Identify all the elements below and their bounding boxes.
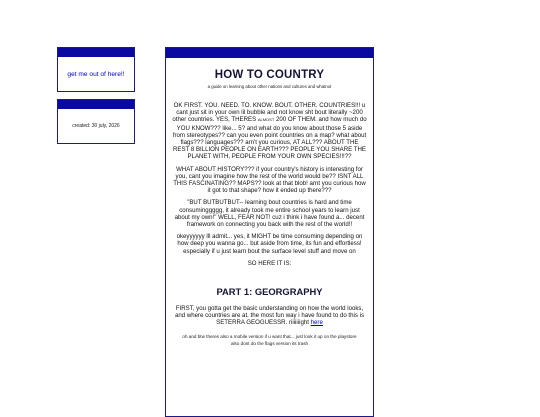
article-header-bar — [166, 48, 373, 58]
sidebar-box-header — [58, 100, 134, 109]
intro-text-b: 200 OF THEM. and how much do YOU KNOW??? like... 5? and what do you know about those 5 aside from stereotypes?? can you even point countries on a map? what about flags??? languages??? arn't you curious, AT ALL??? ABOUT THE REST 8 BILLION PEOPLE ON EARTH??? PEOPLE YOU SHARE THE PLANET WITH, PEOPLE FROM YOUR OWN SPECIES!!!?? — [172, 116, 367, 161]
seterra-link[interactable]: here — [310, 319, 323, 327]
intro-paragraph — [172, 102, 367, 161]
created-date: created: 30 july, 2026 — [72, 123, 120, 129]
admission-paragraph: okeyyyyyy lll admit... yes, it MIGHT be time consuming depending on how deep you wanna go... but aside from time, its fun and effortless! especially if u just learn bout the surface level stuff and move on — [176, 233, 363, 255]
sidebar-nav-box — [57, 47, 135, 92]
page-subtitle: a guide on learning about other nations and cultures and whatnot — [207, 84, 332, 89]
intro-text-a: OK FIRST. YOU. NEED. TO. KNOW. BOUT. OTHER. COUNTRIES!!! u cant just sit in your own lil bubble and not know sht bout literally ~200 other countries. YES, THERES — [172, 102, 366, 124]
article-content — [166, 58, 373, 347]
objection-paragraph: "BUT BUTBUTBUT-- learning bout countries is hard and time consuminggggg, it already took me entire school years to learn just about my own!" WELL, FEAR NOT! cuz i think i have found a... decent framework on connecting you back with the rest of the world!! — [174, 199, 365, 229]
lead-in-paragraph: SO HERE IT IS: — [247, 259, 292, 267]
article-panel — [165, 47, 374, 417]
mobile-note: oh and btw theres also a mobile version if u want that... just look it up on the playstore — [182, 333, 357, 339]
flags-note: also dont do the flags version its trash — [230, 340, 309, 346]
sidebar-box-header — [58, 48, 134, 57]
sidebar-info-box — [57, 99, 135, 144]
escape-link[interactable]: get me out of here!! — [67, 70, 125, 78]
geography-paragraph — [172, 305, 367, 327]
geography-text: FIRST, you gotta get the basic understanding on how the world looks, and where countries are at. the most fun way i have found to do this is SETERRA GEOGUESSR. riiiiiiight — [174, 305, 364, 327]
section-heading-part1: PART 1: GEORGRAPHY — [216, 286, 323, 298]
intro-smallcaps: almost — [257, 117, 275, 124]
page-title: HOW TO COUNTRY — [214, 69, 325, 81]
history-paragraph: WHAT ABOUT HISTORY??? if your country's history is interesting for you, cant you imagine how the rest of the world would be?? ISNT ALL THIS FASCINATING?? MAPS?? look at that blob! arnt you curious how it got to that shape? how it ended up there??? — [173, 165, 366, 195]
